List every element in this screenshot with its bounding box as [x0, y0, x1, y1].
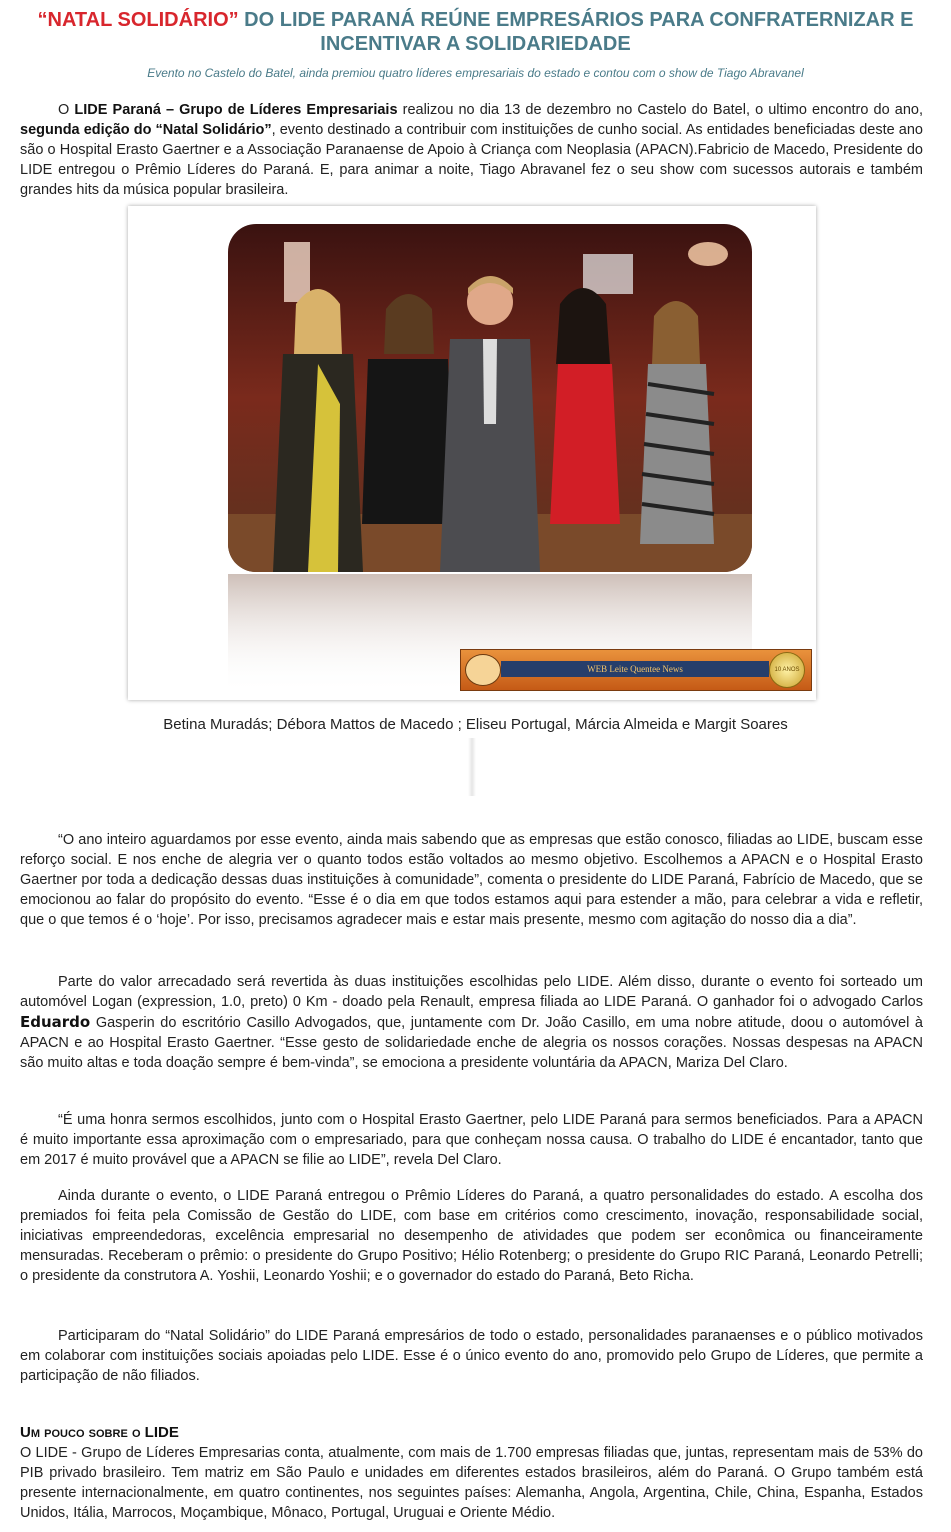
paragraph-4-text: Ainda durante o evento, o LIDE Paraná entregou o Prêmio Líderes do Paraná, a quatro personalidades do estado. A escolha dos premiados foi feita pela Comissão de Gestão do LIDE, com base em critérios como crescimento, inovação, responsabilidade social, iniciativas empreendedoras, excelência empresarial no desempenho de atividades que podem ser econômica ou financeiramente mensuradas. Receberam o prêmio: o presidente do Grupo Positivo; Hélio Rotenberg; o presidente do Grupo RIC Paraná, Leonardo Petrelli; o presidente da construtora A. Yoshii, Leonardo Yoshii; e o governador do estado do Paraná, Beto Richa.	[20, 1188, 923, 1284]
about-heading-bold: LIDE	[140, 1424, 179, 1441]
intro-text-2: realizou no dia 13 de dezembro no Castelo do Batel, o ultimo encontro do ano,	[397, 102, 923, 118]
intro-bold-2: segunda edição do “Natal Solidário”	[20, 122, 272, 138]
paragraph-4	[20, 1186, 923, 1286]
photo-frame	[128, 206, 816, 700]
paragraph-2-text-a: Parte do valor arrecadado será revertida às duas instituições escolhidas pelo LIDE. Além disso, durante o evento foi sorteado um automóvel Logan (expression, 1.0, preto) 0 Km - doado pela Renault, empresa filiada ao LIDE Paraná. O ganhador foi o advogado Carlos	[20, 974, 923, 1010]
intro-text-3: , evento destinado a contribuir com instituições de cunho social. As entidades beneficiadas deste ano são o Hospital Erasto Gaertner e a Associação Paranaense de Apoio à Criança com Neoplasia (APACN).Fabricio de Macedo, Presidente do LIDE entregou o Prêmio Líderes do Paraná. E, para animar a noite, Tiago Abravanel fez o seu show com sucessos autorais e também grandes hits da música popular brasileira.	[20, 122, 923, 198]
decorative-shadow	[468, 738, 476, 796]
paragraph-5-text: Participaram do “Natal Solidário” do LIDE Paraná empresários de todo o estado, personalidades paranaenses e o público motivados em colaborar com instituições sociais apoiadas pelo LIDE. Esse é o único evento do ano, promovido pelo Grupo de Líderes, que permite a participação de não filiados.	[20, 1328, 923, 1384]
paragraph-1-text: “O ano inteiro aguardamos por esse evento, ainda mais sabendo que as empresas que estão conosco, filiadas ao LIDE, buscam esse reforço social. E nos enche de alegria ver o quanto todos estão voltados ao mesmo objetivo. Escolhemos a APACN e o Hospital Erasto Gaertner por toda a dedicação dessas duas instituições à comunidade”, comenta o presidente do LIDE Paraná, Fabrício de Macedo, que se emocionou ao falar do propósito do evento. “Esse é o dia em que todos estamos aqui para estender a mão, para celebrar a vida e refletir, que o que temos é o ‘hoje’. Por isso, precisamos agradecer mais e estar mais presente, mesmo com agitação do nosso dia a dia”.	[20, 832, 923, 928]
watermark-banner	[460, 649, 812, 691]
about-paragraph: O LIDE - Grupo de Líderes Empresarias conta, atualmente, com mais de 1.700 empresas filiadas que, juntas, representam mais de 53% do PIB privado brasileiro. Tem matriz em São Paulo e unidades em diferentes estados brasileiros, além do Paraná. O Grupo também está presente internacionalmente, em quatro continentes, nos seguintes países: Alemanha, Angola, Argentina, Chile, China, Espanha, Estados Unidos, Itália, Marrocos, Moçambique, Mônaco, Portugal, Uruguai e Oriente Médio.	[20, 1445, 923, 1521]
paragraph-2-bold: Eduardo	[20, 1013, 91, 1031]
paragraph-2	[20, 972, 923, 1073]
intro-paragraph	[20, 100, 923, 200]
paragraph-1	[20, 830, 923, 930]
paragraph-3	[20, 1110, 923, 1170]
intro-bold-1: LIDE Paraná – Grupo de Líderes Empresariais	[74, 102, 398, 118]
article-subtitle: Evento no Castelo do Batel, ainda premiou quatro líderes empresariais do estado e contou com o show de Tiago Abravanel	[147, 66, 804, 80]
anniversary-seal: 10 ANOS	[769, 652, 805, 688]
watermark-text: WEB Leite Quentee News	[501, 661, 769, 677]
paragraph-5	[20, 1326, 923, 1386]
paragraph-2-text-c: Gasperin do escritório Casillo Advogados, que, juntamente com Dr. João Casillo, em uma nobre atitude, doou o automóvel à APACN e ao Hospital Erasto Gaertner. “Esse gesto de solidariedade enche de alegria os nossos corações. Nossas despesas na APACN são muito altas e toda doação sempre é bem-vinda”, se emociona a presidente voluntária da APACN, Mariza Del Claro.	[20, 1015, 923, 1071]
paragraph-3-text: “É uma honra sermos escolhidos, junto com o Hospital Erasto Gaertner, pelo LIDE Paraná para sermos beneficiados. Para a APACN é muito importante essa aproximação com o empresariado, para que conheçam nossa causa. O trabalho do LIDE é encantador, tanto que em 2017 é muito provável que a APACN se filie ao LIDE”, revela Del Claro.	[20, 1112, 923, 1168]
intro-text-1: O	[58, 102, 75, 118]
title-rest: DO LIDE PARANÁ REÚNE EMPRESÁRIOS PARA CONFRATERNIZAR E INCENTIVAR A SOLIDARIEDADE	[238, 9, 914, 55]
photo-caption: Betina Muradás; Débora Mattos de Macedo ; Eliseu Portugal, Márcia Almeida e Margit Soares	[163, 716, 788, 733]
watermark-logo	[465, 654, 501, 686]
title-highlight: “NATAL SOLIDÁRIO”	[37, 9, 239, 31]
article-title	[0, 8, 951, 56]
about-heading-smallcaps: Um pouco sobre o	[20, 1424, 141, 1441]
event-photo	[228, 224, 752, 694]
about-heading	[20, 1424, 179, 1441]
